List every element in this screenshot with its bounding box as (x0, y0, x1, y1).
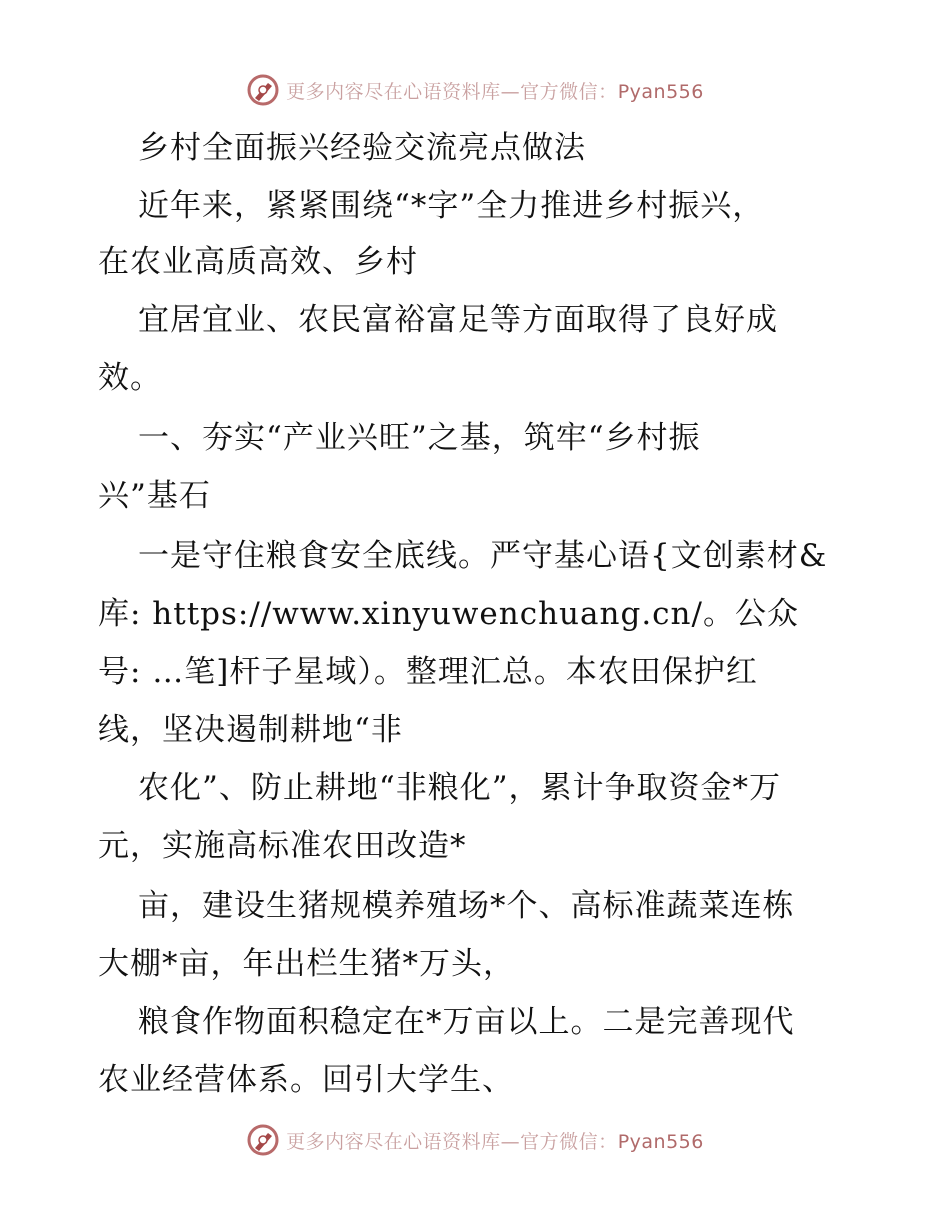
paragraph-line: 元，实施高标准农田改造* (98, 828, 467, 864)
paragraph-line: 农化”、防止耕地“非粮化”，累计争取资金*万 (138, 770, 782, 806)
section-heading-line: 一、夯实“产业兴旺”之基，筑牢“乡村振 (138, 420, 701, 456)
paragraph-line: 效。 (98, 360, 162, 396)
paragraph-line: 一是守住粮食安全底线。严守基心语{文创素材& (138, 538, 828, 574)
footer-banner (0, 1120, 950, 1160)
paragraph-line: 宜居宜业、农民富裕富足等方面取得了良好成 (138, 302, 778, 338)
banner-main-text: 更多内容尽在心语资料库 (286, 1130, 501, 1153)
paragraph-line: 号: …笔]杆子星域）。整理汇总。本农田保护红 (98, 654, 758, 690)
banner-wechat-label: 官方微信： (520, 1130, 618, 1153)
pen-circle-logo-icon (246, 73, 280, 107)
header-banner (0, 70, 950, 110)
banner-wechat-id: Pyan556 (617, 80, 704, 103)
banner-wechat-id: Pyan556 (617, 1130, 704, 1153)
section-heading-line: 兴”基石 (98, 478, 211, 514)
paragraph-line: 亩，建设生猪规模养殖场*个、高标准蔬菜连栋 (138, 888, 795, 924)
paragraph-line: 农业经营体系。回引大学生、 (98, 1062, 514, 1098)
paragraph-line: 粮食作物面积稳定在*万亩以上。二是完善现代 (138, 1004, 795, 1040)
banner-separator: — (500, 80, 521, 103)
banner-wechat-label: 官方微信： (520, 80, 618, 103)
document-title: 乡村全面振兴经验交流亮点做法 (138, 130, 586, 166)
paragraph-line: 在农业高质高效、乡村 (98, 244, 418, 280)
banner-main-text: 更多内容尽在心语资料库 (286, 80, 501, 103)
paragraph-line: 线，坚决遏制耕地“非 (98, 712, 403, 748)
banner-text (286, 77, 704, 104)
pen-circle-logo-icon (246, 1123, 280, 1157)
paragraph-line: 近年来，紧紧围绕“*字”全力推进乡村振兴， (138, 188, 765, 224)
banner-separator: — (500, 1130, 521, 1153)
banner-text (286, 1127, 704, 1154)
paragraph-line: 库: https://www.xinyuwenchuang.cn/。公众 (98, 596, 799, 632)
paragraph-line: 大棚*亩，年出栏生猪*万头， (98, 946, 515, 982)
